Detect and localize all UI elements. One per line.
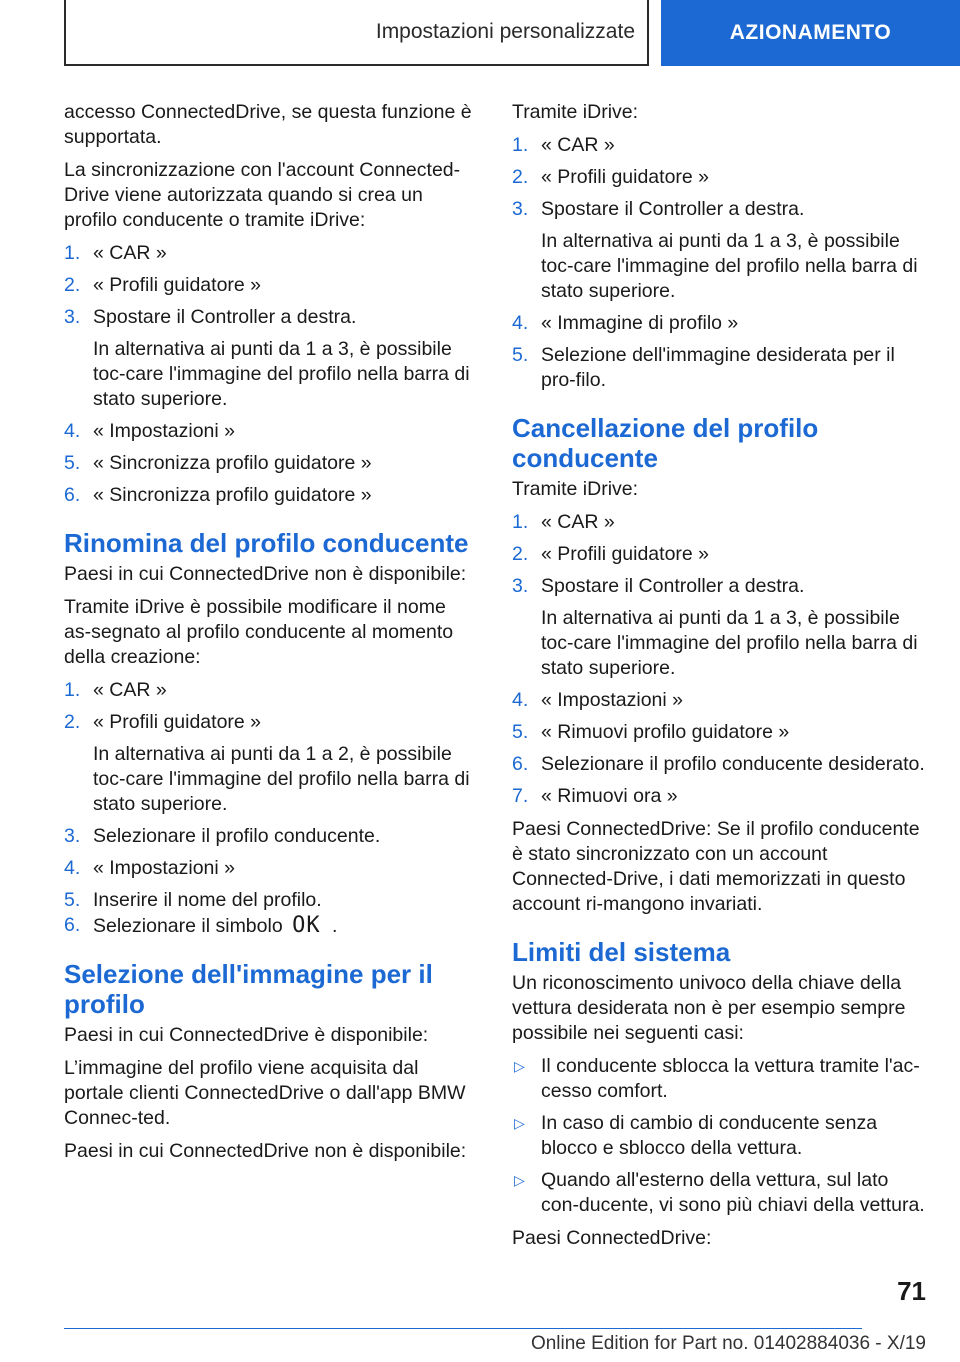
list-item [512, 1111, 926, 1161]
step-text: « Impostazioni » [541, 689, 683, 711]
step-text: « CAR » [541, 511, 615, 533]
image-paragraph-1: Paesi in cui ConnectedDrive è disponibile: [64, 1024, 429, 1046]
list-item [512, 1054, 926, 1104]
list-item [512, 574, 926, 681]
step-text: « CAR » [93, 242, 167, 264]
bullet-text: In caso di cambio di conducente senza blocco e sblocco della vettura. [541, 1112, 878, 1159]
list-item [512, 1168, 926, 1218]
step-subtext: In alternativa ai punti da 1 a 3, è possibile toc-care l'immagine del profilo nella barra di stato superiore. [541, 607, 918, 679]
image-steps-intro: Tramite iDrive: [512, 101, 639, 123]
list-item [512, 784, 926, 809]
intro-paragraph-1: accesso ConnectedDrive, se questa funzione è supportata. [64, 101, 472, 148]
delete-note: Paesi ConnectedDrive: Se il profilo conducente è stato sincronizzato con un account Connected-Drive, i dati memorizzati in questo account ri-mangono invariati. [512, 818, 920, 915]
limits-bullet-list [512, 1054, 926, 1218]
triangle-bullet-icon: ▷ [514, 1115, 525, 1131]
list-item [64, 305, 478, 412]
left-column [64, 100, 478, 1172]
list-item [64, 451, 478, 476]
step-number: 2. [64, 274, 81, 296]
list-item [512, 752, 926, 777]
step-number: 4. [512, 312, 529, 334]
bullet-text: Quando all'esterno della vettura, sul lato con-ducente, vi sono più chiavi della vettura. [541, 1169, 925, 1216]
step-text: Selezionare il simbolo [93, 915, 283, 937]
triangle-bullet-icon: ▷ [514, 1058, 525, 1074]
list-item [512, 542, 926, 567]
image-paragraph-2: L’immagine del profilo viene acquisita dal portale clienti ConnectedDrive o dall'app BMW Connec-ted. [64, 1057, 466, 1129]
footer-divider [64, 1328, 862, 1329]
list-item [512, 510, 926, 535]
step-number: 3. [512, 198, 529, 220]
step-number: 2. [512, 166, 529, 188]
delete-steps-list [512, 510, 926, 809]
list-item [64, 678, 478, 703]
right-column [512, 100, 926, 1259]
step-text: « CAR » [93, 679, 167, 701]
list-item [64, 710, 478, 817]
step-subtext: In alternativa ai punti da 1 a 3, è possibile toc-care l'immagine del profilo nella barra di stato superiore. [93, 338, 470, 410]
step-number: 5. [512, 721, 529, 743]
heading-system-limits: Limiti del sistema [512, 937, 731, 967]
step-number: 4. [512, 689, 529, 711]
step-number: 3. [512, 575, 529, 597]
list-item [512, 720, 926, 745]
step-number: 3. [64, 825, 81, 847]
step-text: « Profili guidatore » [93, 711, 262, 733]
step-number: 5. [512, 344, 529, 366]
rename-step-6-list [64, 913, 478, 939]
step-text: « Impostazioni » [93, 857, 235, 879]
step-text: Selezionare il profilo conducente desiderato. [541, 753, 925, 775]
step-number: 7. [512, 785, 529, 807]
section-title: Impostazioni personalizzate [375, 20, 635, 43]
step-number: 6. [64, 484, 81, 506]
list-item [64, 824, 478, 849]
heading-delete-profile: Cancellazione del profilo conducente [512, 413, 819, 473]
list-item [64, 273, 478, 298]
step-number: 1. [64, 679, 81, 701]
step-subtext: In alternativa ai punti da 1 a 2, è possibile toc-care l'immagine del profilo nella barra di stato superiore. [93, 743, 470, 815]
step-text: Spostare il Controller a destra. [541, 198, 805, 220]
rename-paragraph-1: Paesi in cui ConnectedDrive non è disponibile: [64, 563, 467, 585]
list-item [512, 688, 926, 713]
delete-steps-intro: Tramite iDrive: [512, 478, 639, 500]
step-number: 1. [512, 511, 529, 533]
step-subtext: In alternativa ai punti da 1 a 3, è possibile toc-care l'immagine del profilo nella barra di stato superiore. [541, 230, 918, 302]
step-number: 6. [64, 914, 81, 936]
rename-steps-list [64, 678, 478, 913]
step-text: « Immagine di profilo » [541, 312, 739, 334]
step-text: Spostare il Controller a destra. [541, 575, 805, 597]
list-item [64, 913, 478, 939]
step-text: « Profili guidatore » [93, 274, 262, 296]
step-number: 1. [64, 242, 81, 264]
step-number: 4. [64, 857, 81, 879]
step-text: « Sincronizza profilo guidatore » [93, 452, 372, 474]
step-text: Inserire il nome del profilo. [93, 889, 322, 911]
heading-profile-image: Selezione dell'immagine per il profilo [64, 959, 433, 1019]
list-item [512, 165, 926, 190]
step-number: 4. [64, 420, 81, 442]
list-item [512, 343, 926, 393]
list-item [512, 197, 926, 304]
step-number: 2. [64, 711, 81, 733]
section-title-box [64, 0, 649, 66]
list-item [512, 311, 926, 336]
step-number: 2. [512, 543, 529, 565]
heading-rename-profile: Rinomina del profilo conducente [64, 528, 469, 558]
edition-info: Online Edition for Part no. 01402884036 - X/19 [530, 1333, 926, 1354]
step-text: « Sincronizza profilo guidatore » [93, 484, 372, 506]
list-item [64, 856, 478, 881]
step-number: 5. [64, 889, 81, 911]
step-text: « Rimuovi ora » [541, 785, 678, 807]
step-text: « Profili guidatore » [541, 543, 710, 565]
list-item [64, 241, 478, 266]
ok-symbol-icon: OK [292, 913, 321, 938]
step-number: 3. [64, 306, 81, 328]
step-text: « Profili guidatore » [541, 166, 710, 188]
step-text: « Rimuovi profilo guidatore » [541, 721, 790, 743]
step-text: « CAR » [541, 134, 615, 156]
image-paragraph-3: Paesi in cui ConnectedDrive non è disponibile: [64, 1140, 467, 1162]
step-text: Selezionare il profilo conducente. [93, 825, 381, 847]
list-item [512, 133, 926, 158]
triangle-bullet-icon: ▷ [514, 1172, 525, 1188]
step-text: Selezione dell'immagine desiderata per il pro-filo. [541, 344, 895, 391]
limits-end-paragraph: Paesi ConnectedDrive: [512, 1227, 712, 1249]
step-text: Spostare il Controller a destra. [93, 306, 357, 328]
step-number: 5. [64, 452, 81, 474]
step-number: 6. [512, 753, 529, 775]
page-number: 71 [897, 1276, 926, 1306]
step-text-end: . [332, 915, 338, 937]
step-text: « Impostazioni » [93, 420, 235, 442]
limits-paragraph: Un riconoscimento univoco della chiave della vettura desiderata non è per esempio sempre possibile nei seguenti casi: [512, 972, 906, 1044]
page-header [64, 0, 960, 66]
rename-paragraph-2: Tramite iDrive è possibile modificare il nome as-segnato al profilo conducente al momento della creazione: [64, 596, 454, 668]
bullet-text: Il conducente sblocca la vettura tramite l'ac-cesso comfort. [541, 1055, 920, 1102]
list-item [64, 419, 478, 444]
chapter-tab [661, 0, 960, 66]
sync-steps-list [64, 241, 478, 508]
list-item [64, 483, 478, 508]
image-steps-list [512, 133, 926, 393]
list-item [64, 888, 478, 913]
intro-paragraph-2: La sincronizzazione con l'account Connected-Drive viene autorizzata quando si crea un profilo conducente o tramite iDrive: [64, 159, 461, 231]
step-number: 1. [512, 134, 529, 156]
chapter-title: AZIONAMENTO [729, 21, 892, 44]
